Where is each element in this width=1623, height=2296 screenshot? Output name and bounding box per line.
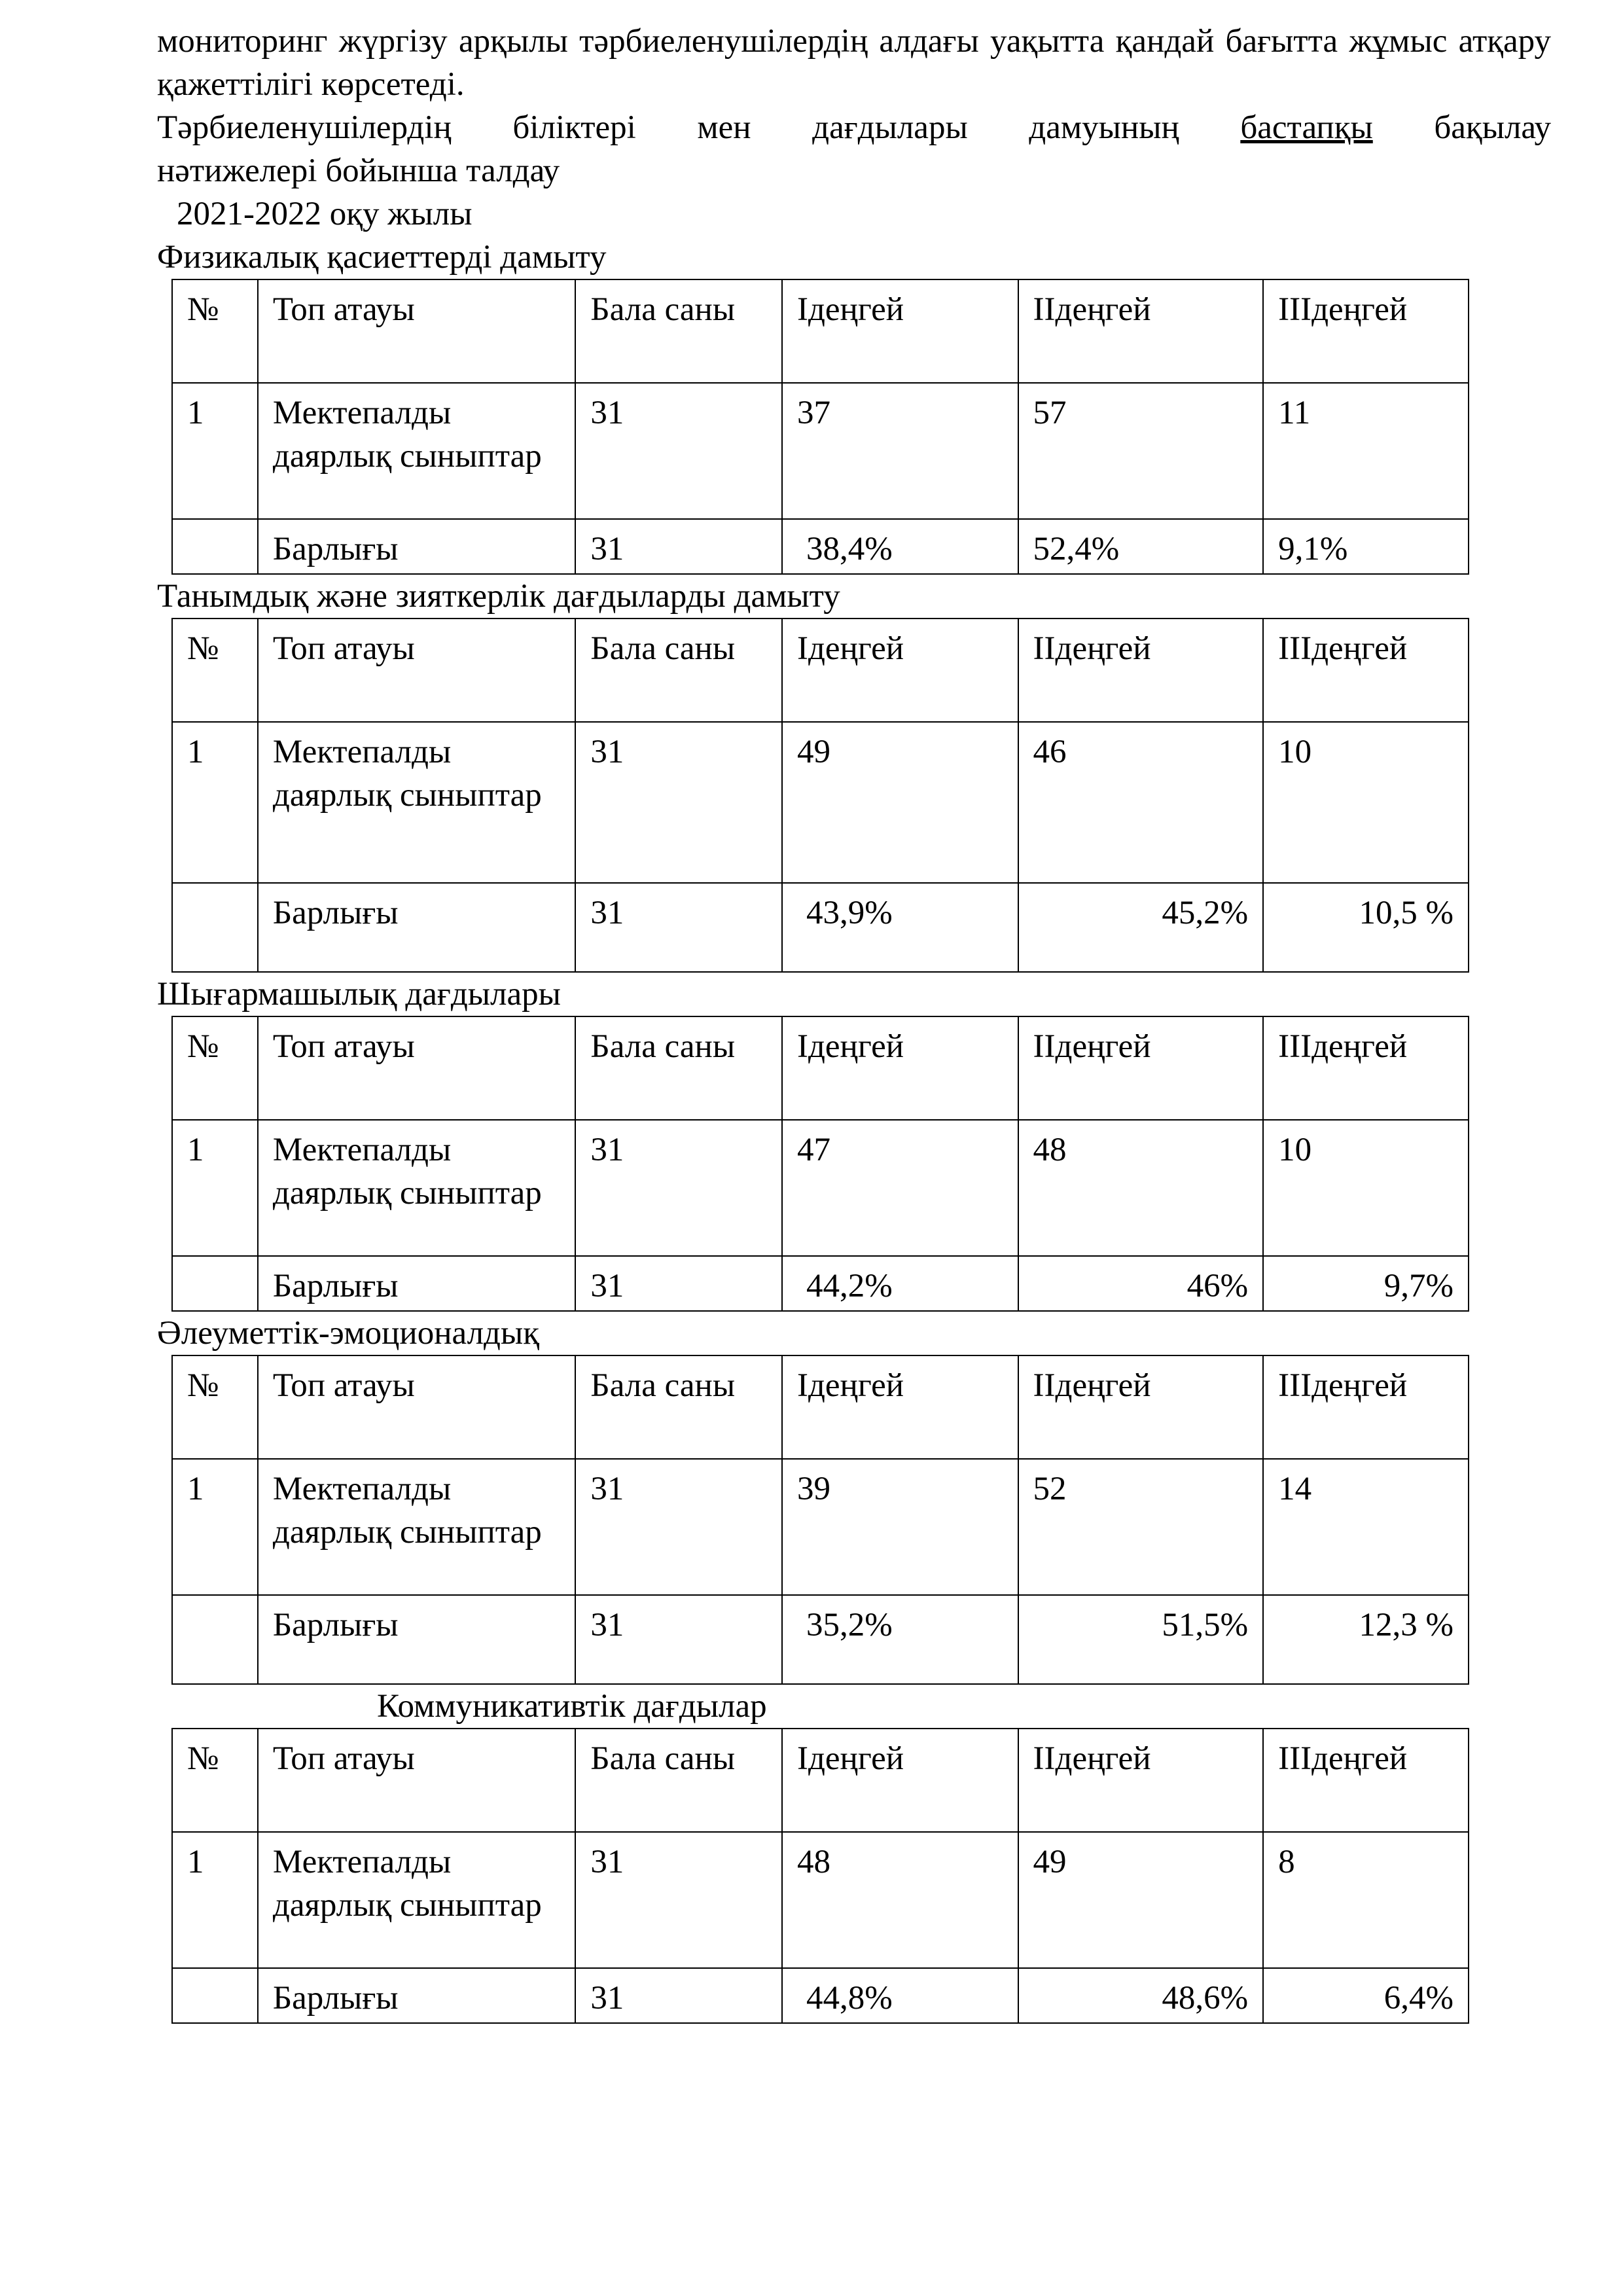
cell-level1: 37 xyxy=(782,383,1018,519)
header-level3: ІІІдеңгей xyxy=(1263,619,1469,722)
cell-count: 31 xyxy=(575,1832,782,1968)
cell-empty xyxy=(172,1256,258,1311)
total-count: 31 xyxy=(575,519,782,574)
cell-level2: 52 xyxy=(1018,1459,1264,1595)
results-table xyxy=(171,618,1469,973)
results-table xyxy=(171,1355,1469,1685)
table-row xyxy=(172,383,1469,519)
title-word: біліктері xyxy=(512,109,636,146)
results-table xyxy=(171,1728,1469,2024)
cell-count: 31 xyxy=(575,722,782,883)
total-count: 31 xyxy=(575,883,782,972)
cell-level3: 10 xyxy=(1263,1120,1469,1256)
title-word: Тәрбиеленушілердің xyxy=(157,109,452,146)
header-count: Бала саны xyxy=(575,1729,782,1832)
header-group: Топ атауы xyxy=(258,1729,576,1832)
total-level3: 9,1% xyxy=(1263,519,1469,574)
table-total-row xyxy=(172,1595,1469,1684)
header-group: Топ атауы xyxy=(258,279,576,383)
cell-group: Мектепалды даярлық сыныптар xyxy=(258,383,576,519)
table-header-row xyxy=(172,279,1469,383)
total-label: Барлығы xyxy=(258,1595,576,1684)
intro-paragraph: мониторинг жүргізу арқылы тәрбиеленушілердің алдағы уақытта қандай бағытта жұмыс атқару қажеттілігі көрсетеді. xyxy=(157,23,1551,103)
header-level2: ІІдеңгей xyxy=(1018,1355,1264,1459)
total-level3: 12,3 % xyxy=(1263,1595,1469,1684)
header-num: № xyxy=(172,1016,258,1120)
cell-count: 31 xyxy=(575,383,782,519)
header-level1: Ідеңгей xyxy=(782,1355,1018,1459)
header-level3: ІІІдеңгей xyxy=(1263,1355,1469,1459)
header-level2: ІІдеңгей xyxy=(1018,1016,1264,1120)
header-count: Бала саны xyxy=(575,1355,782,1459)
results-table xyxy=(171,279,1469,575)
cell-level1: 49 xyxy=(782,722,1018,883)
table-header-row xyxy=(172,1016,1469,1120)
total-level3: 10,5 % xyxy=(1263,883,1469,972)
title-word: дамуының xyxy=(1029,109,1179,146)
header-level2: ІІдеңгей xyxy=(1018,1729,1264,1832)
header-group: Топ атауы xyxy=(258,1355,576,1459)
document-page xyxy=(157,20,1551,2024)
header-level1: Ідеңгей xyxy=(782,619,1018,722)
total-level2: 46% xyxy=(1018,1256,1264,1311)
total-level1: 38,4% xyxy=(782,519,1018,574)
table-caption: Шығармашылық дағдылары xyxy=(157,976,561,1013)
total-count: 31 xyxy=(575,1256,782,1311)
cell-level2: 49 xyxy=(1018,1832,1264,1968)
cell-level2: 57 xyxy=(1018,383,1264,519)
total-count: 31 xyxy=(575,1595,782,1684)
table-total-row xyxy=(172,519,1469,574)
cell-level1: 39 xyxy=(782,1459,1018,1595)
header-level1: Ідеңгей xyxy=(782,1729,1018,1832)
table-caption: Коммуникативтік дағдылар xyxy=(377,1688,767,1725)
title-word: дағдылары xyxy=(812,109,968,146)
header-num: № xyxy=(172,619,258,722)
analysis-title-line-2: нәтижелері бойынша талдау xyxy=(157,152,560,189)
cell-group: Мектепалды даярлық сыныптар xyxy=(258,722,576,883)
table-header-row xyxy=(172,619,1469,722)
cell-num: 1 xyxy=(172,1832,258,1968)
header-level1: Ідеңгей xyxy=(782,279,1018,383)
results-table xyxy=(171,1016,1469,1312)
title-word: бақылау xyxy=(1434,109,1551,146)
total-label: Барлығы xyxy=(258,883,576,972)
title-word: мен xyxy=(697,109,751,146)
header-group: Топ атауы xyxy=(258,619,576,722)
total-level1: 43,9% xyxy=(782,883,1018,972)
cell-level2: 46 xyxy=(1018,722,1264,883)
table-total-row xyxy=(172,1968,1469,2023)
header-num: № xyxy=(172,279,258,383)
cell-num: 1 xyxy=(172,1459,258,1595)
header-level3: ІІІдеңгей xyxy=(1263,1016,1469,1120)
total-level1: 44,8% xyxy=(782,1968,1018,2023)
header-level2: ІІдеңгей xyxy=(1018,279,1264,383)
total-level2: 48,6% xyxy=(1018,1968,1264,2023)
cell-level1: 48 xyxy=(782,1832,1018,1968)
total-level1: 35,2% xyxy=(782,1595,1018,1684)
cell-num: 1 xyxy=(172,1120,258,1256)
cell-empty xyxy=(172,1968,258,2023)
header-level3: ІІІдеңгей xyxy=(1263,1729,1469,1832)
cell-group: Мектепалды даярлық сыныптар xyxy=(258,1832,576,1968)
header-count: Бала саны xyxy=(575,1016,782,1120)
cell-level2: 48 xyxy=(1018,1120,1264,1256)
total-label: Барлығы xyxy=(258,1256,576,1311)
cell-empty xyxy=(172,1595,258,1684)
table-row xyxy=(172,722,1469,883)
cell-level3: 11 xyxy=(1263,383,1469,519)
header-num: № xyxy=(172,1729,258,1832)
table-row xyxy=(172,1120,1469,1256)
cell-num: 1 xyxy=(172,383,258,519)
table-total-row xyxy=(172,883,1469,972)
total-level3: 9,7% xyxy=(1263,1256,1469,1311)
header-count: Бала саны xyxy=(575,279,782,383)
cell-group: Мектепалды даярлық сыныптар xyxy=(258,1459,576,1595)
header-num: № xyxy=(172,1355,258,1459)
table-total-row xyxy=(172,1256,1469,1311)
table-header-row xyxy=(172,1729,1469,1832)
table-caption: Физикалық қасиеттерді дамыту xyxy=(157,239,607,276)
cell-empty xyxy=(172,519,258,574)
total-level2: 51,5% xyxy=(1018,1595,1264,1684)
cell-empty xyxy=(172,883,258,972)
table-caption: Танымдық және зияткерлік дағдыларды дамыту xyxy=(157,578,840,615)
table-header-row xyxy=(172,1355,1469,1459)
header-count: Бала саны xyxy=(575,619,782,722)
total-label: Барлығы xyxy=(258,1968,576,2023)
cell-level3: 8 xyxy=(1263,1832,1469,1968)
title-underlined-word: бастапқы xyxy=(1240,109,1373,146)
header-level2: ІІдеңгей xyxy=(1018,619,1264,722)
header-level1: Ідеңгей xyxy=(782,1016,1018,1120)
table-row xyxy=(172,1832,1469,1968)
header-level3: ІІІдеңгей xyxy=(1263,279,1469,383)
total-level2: 45,2% xyxy=(1018,883,1264,972)
table-caption: Әлеуметтік-эмоционалдық xyxy=(157,1315,540,1352)
table-row xyxy=(172,1459,1469,1595)
total-level2: 52,4% xyxy=(1018,519,1264,574)
analysis-title-line xyxy=(157,106,1551,149)
total-label: Барлығы xyxy=(258,519,576,574)
cell-level3: 10 xyxy=(1263,722,1469,883)
cell-num: 1 xyxy=(172,722,258,883)
cell-count: 31 xyxy=(575,1120,782,1256)
total-level3: 6,4% xyxy=(1263,1968,1469,2023)
cell-group: Мектепалды даярлық сыныптар xyxy=(258,1120,576,1256)
total-level1: 44,2% xyxy=(782,1256,1018,1311)
cell-level3: 14 xyxy=(1263,1459,1469,1595)
total-count: 31 xyxy=(575,1968,782,2023)
cell-count: 31 xyxy=(575,1459,782,1595)
cell-level1: 47 xyxy=(782,1120,1018,1256)
header-group: Топ атауы xyxy=(258,1016,576,1120)
academic-year: 2021-2022 оқу жылы xyxy=(177,196,473,232)
